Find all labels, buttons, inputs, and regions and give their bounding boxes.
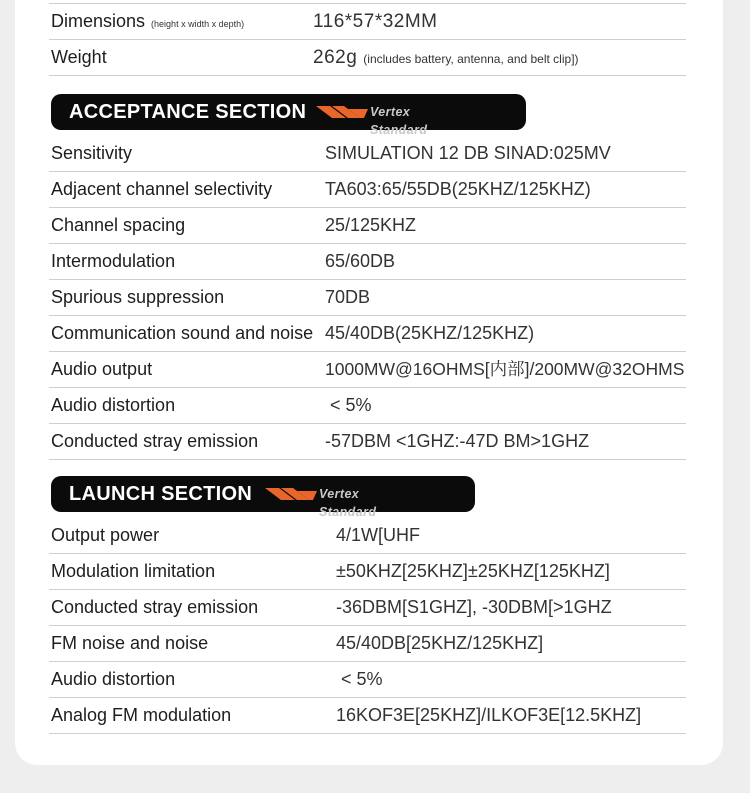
spec-label: Spurious suppression bbox=[51, 287, 225, 307]
spec-label: Communication sound and noise bbox=[51, 323, 314, 343]
vertex-logo-icon bbox=[316, 103, 370, 121]
table-row bbox=[49, 352, 686, 388]
section-title: LAUNCH SECTION bbox=[69, 483, 253, 505]
spec-label: Channel spacing bbox=[51, 215, 186, 235]
spec-value: 116*57*32MM bbox=[313, 11, 438, 32]
spec-value: < 5% bbox=[325, 395, 372, 415]
spec-label: Adjacent channel selectivity bbox=[51, 179, 273, 199]
spec-value: 45/40DB[25KHZ/125KHZ] bbox=[336, 633, 544, 653]
brand-text: Vertex Standard bbox=[319, 487, 377, 519]
spec-label: Dimensions bbox=[51, 11, 146, 31]
spec-label: Audio distortion bbox=[51, 395, 176, 415]
table-row bbox=[49, 518, 686, 554]
spec-value: 45/40DB(25KHZ/125KHZ) bbox=[325, 323, 535, 343]
table-row bbox=[49, 698, 686, 734]
spec-value: SIMULATION 12 DB SINAD:025MV bbox=[325, 143, 611, 163]
table-row bbox=[49, 424, 686, 460]
table-row bbox=[49, 280, 686, 316]
table-row bbox=[49, 136, 686, 172]
section-title: ACCEPTANCE SECTION bbox=[69, 101, 307, 123]
spec-value: < 5% bbox=[336, 669, 383, 689]
table-row bbox=[49, 590, 686, 626]
vertex-logo-icon bbox=[265, 485, 319, 503]
spec-label: Analog FM modulation bbox=[51, 705, 232, 725]
spec-label: Intermodulation bbox=[51, 251, 176, 271]
table-row bbox=[49, 554, 686, 590]
table-row bbox=[49, 662, 686, 698]
brand-text: Vertex Standard bbox=[370, 105, 428, 137]
spec-label: Conducted stray emission bbox=[51, 597, 259, 617]
acceptance-table bbox=[49, 136, 686, 460]
spec-value: 262g bbox=[313, 47, 358, 68]
launch-table bbox=[49, 518, 686, 734]
spec-label: FM noise and noise bbox=[51, 633, 209, 653]
spec-row-weight bbox=[49, 40, 686, 76]
table-row bbox=[49, 316, 686, 352]
spec-value: ±50KHZ[25KHZ]±25KHZ[125KHZ] bbox=[336, 561, 610, 581]
table-row bbox=[49, 208, 686, 244]
spec-value: -36DBM[S1GHZ], -30DBM[>1GHZ bbox=[336, 597, 612, 617]
spec-label: Output power bbox=[51, 525, 160, 545]
spec-value: TA603:65/55DB(25KHZ/125KHZ) bbox=[325, 179, 591, 199]
spec-label: Audio output bbox=[51, 359, 153, 379]
spec-value: -57DBM <1GHZ:-47D BM>1GHZ bbox=[325, 431, 590, 451]
spec-label: Audio distortion bbox=[51, 669, 176, 689]
spec-value: 70DB bbox=[325, 287, 371, 307]
vertex-standard-logo bbox=[265, 485, 377, 519]
table-row bbox=[49, 388, 686, 424]
top-spec-table bbox=[49, 3, 686, 76]
spec-note: (includes battery, antenna, and belt clip]) bbox=[363, 52, 579, 66]
spec-value: 4/1W[UHF bbox=[336, 525, 421, 545]
spec-value: 16KOF3E[25KHZ]/ILKOF3E[12.5KHZ] bbox=[336, 705, 642, 725]
spec-value: 65/60DB bbox=[325, 251, 396, 271]
spec-label: Weight bbox=[51, 47, 107, 67]
spec-label: Modulation limitation bbox=[51, 561, 216, 581]
vertex-standard-logo bbox=[316, 103, 428, 137]
launch-section-banner bbox=[51, 476, 475, 519]
acceptance-section-banner bbox=[51, 94, 526, 137]
spec-row-dimensions bbox=[49, 3, 686, 40]
table-row bbox=[49, 172, 686, 208]
table-row bbox=[49, 244, 686, 280]
spec-value: 25/125KHZ bbox=[325, 215, 417, 235]
spec-value: 1000MW@16OHMS[内部]/200MW@32OHMS bbox=[325, 359, 685, 379]
spec-sublabel: (height x width x depth) bbox=[151, 19, 245, 29]
table-row bbox=[49, 626, 686, 662]
spec-label: Sensitivity bbox=[51, 143, 133, 163]
spec-label: Conducted stray emission bbox=[51, 431, 259, 451]
